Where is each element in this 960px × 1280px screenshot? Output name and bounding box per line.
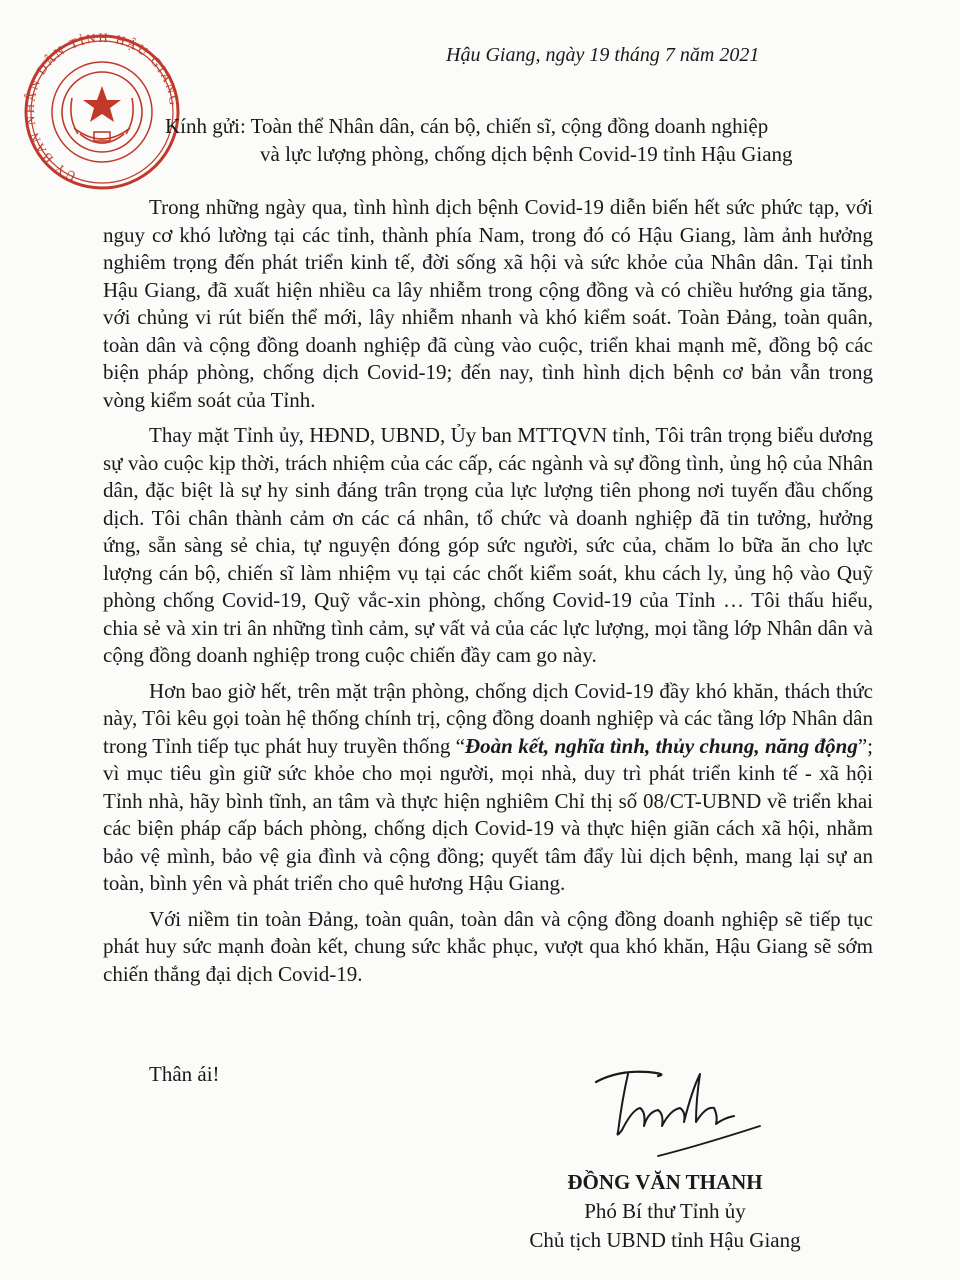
closing-line: Thân ái! (149, 1062, 220, 1086)
paragraph-3-emphasis: Đoàn kết, nghĩa tình, thủy chung, năng động (465, 733, 858, 758)
paragraph-3 (103, 678, 873, 898)
paragraph-1: Trong những ngày qua, tình hình dịch bệnh Covid-19 diễn biến hết sức phức tạp, với nguy cơ khó lường tại các tỉnh, thành phía Nam, trong đó có Hậu Giang, làm ảnh hưởng nghiêm trọng đến phát triển kinh tế, đời sống xã hội và sức khỏe của Nhân dân. Tại tỉnh Hậu Giang, đã xuất hiện nhiều ca lây nhiễm trong cộng đồng và có chiều hướng gia tăng, với chủng vi rút biến thể mới, lây nhiễm nhanh và khó kiểm soát. Toàn Đảng, toàn quân, toàn dân và cộng đồng doanh nghiệp đã cùng vào cuộc, triển khai mạnh mẽ, đồng bộ các biện pháp phòng, chống dịch Covid-19; đến nay, tình hình dịch bệnh cơ bản vẫn trong vòng kiểm soát của Tỉnh. (103, 195, 873, 412)
official-seal-stamp (22, 28, 182, 196)
paragraph-2: Thay mặt Tỉnh ủy, HĐND, UBND, Ủy ban MTTQVN tỉnh, Tôi trân trọng biểu dương sự vào cuộc kịp thời, trách nhiệm của các cấp, các ngành và sự đồng tình, ủng hộ của Nhân dân, đặc biệt là sự hy sinh đáng trân trọng của lực lượng tiên phong nơi tuyến đầu chống dịch. Tôi chân thành cảm ơn các cá nhân, tổ chức và doanh nghiệp đã tin tưởng, hưởng ứng, sẵn sàng sẻ chia, tự nguyện đóng góp sức người, sức của, chăm lo bữa ăn cho lực lượng cán bộ, chiến sĩ làm nhiệm vụ tại các chốt kiểm soát, khu cách ly, ủng hộ vào Quỹ phòng chống Covid-19, Quỹ vắc-xin phòng, chống Covid-19 của Tỉnh … Tôi thấu hiểu, chia sẻ và xin tri ân những tình cảm, sự vất vả của các lực lượng, mọi tầng lớp Nhân dân và cộng đồng doanh nghiệp trong cuộc chiến đầy cam go này. (103, 423, 873, 667)
paragraph-4: Với niềm tin toàn Đảng, toàn quân, toàn dân và cộng đồng doanh nghiệp sẽ tiếp tục phát huy sức mạnh đoàn kết, chung sức khắc phục, vượt qua khó khăn, Hậu Giang sẽ sớm chiến thắng đại dịch Covid-19. (103, 906, 873, 986)
signer-name: ĐỒNG VĂN THANH (567, 1170, 763, 1194)
signer-title-2: Chủ tịch UBND tỉnh Hậu Giang (529, 1228, 801, 1252)
signer-block (500, 1168, 830, 1255)
paragraph-3-part-1: Hơn bao giờ hết, trên mặt trận phòng, chống dịch Covid-19 đầy khó khăn, thách thức này, Tôi kêu gọi toàn hệ thống chính trị, cộng đồng doanh nghiệp và các tầng lớp Nhân dân trong Tỉnh tiếp tục phát huy truyền thống “ (103, 678, 873, 758)
date-line: Hậu Giang, ngày 19 tháng 7 năm 2021 (446, 44, 760, 66)
paragraph-3-part-2: ”; vì mục tiêu gìn giữ sức khỏe cho mọi người, mọi nhà, duy trì phát triển kinh tế - xã hội Tỉnh nhà, hãy bình tĩnh, an tâm và thực hiện nghiêm Chỉ thị số 08/CT-UBND về triển khai các biện pháp cấp bách phòng, chống dịch Covid-19 và thực hiện giãn cách xã hội, nhằm bảo vệ mình, bảo vệ gia đình và cộng đồng; quyết tâm đẩy lùi dịch bệnh, mang lại sự an toàn, bình yên và phát triển cho quê hương Hậu Giang. (103, 733, 873, 895)
salutation-line-1: Kính gửi: Toàn thể Nhân dân, cán bộ, chiến sĩ, cộng đồng doanh nghiệp (165, 114, 769, 138)
svg-text:ỦY BAN NHÂN DÂN TỈNH HẬU GIANG: ỦY BAN NHÂN DÂN TỈNH HẬU GIANG (22, 29, 182, 185)
letter-body (103, 194, 873, 996)
salutation-line-2: và lực lượng phòng, chống dịch bệnh Covid-19 tỉnh Hậu Giang (260, 142, 793, 166)
handwritten-signature (588, 1060, 768, 1170)
salutation (165, 112, 855, 168)
signer-title-1: Phó Bí thư Tỉnh ủy (584, 1199, 746, 1223)
national-emblem-icon (62, 72, 142, 152)
